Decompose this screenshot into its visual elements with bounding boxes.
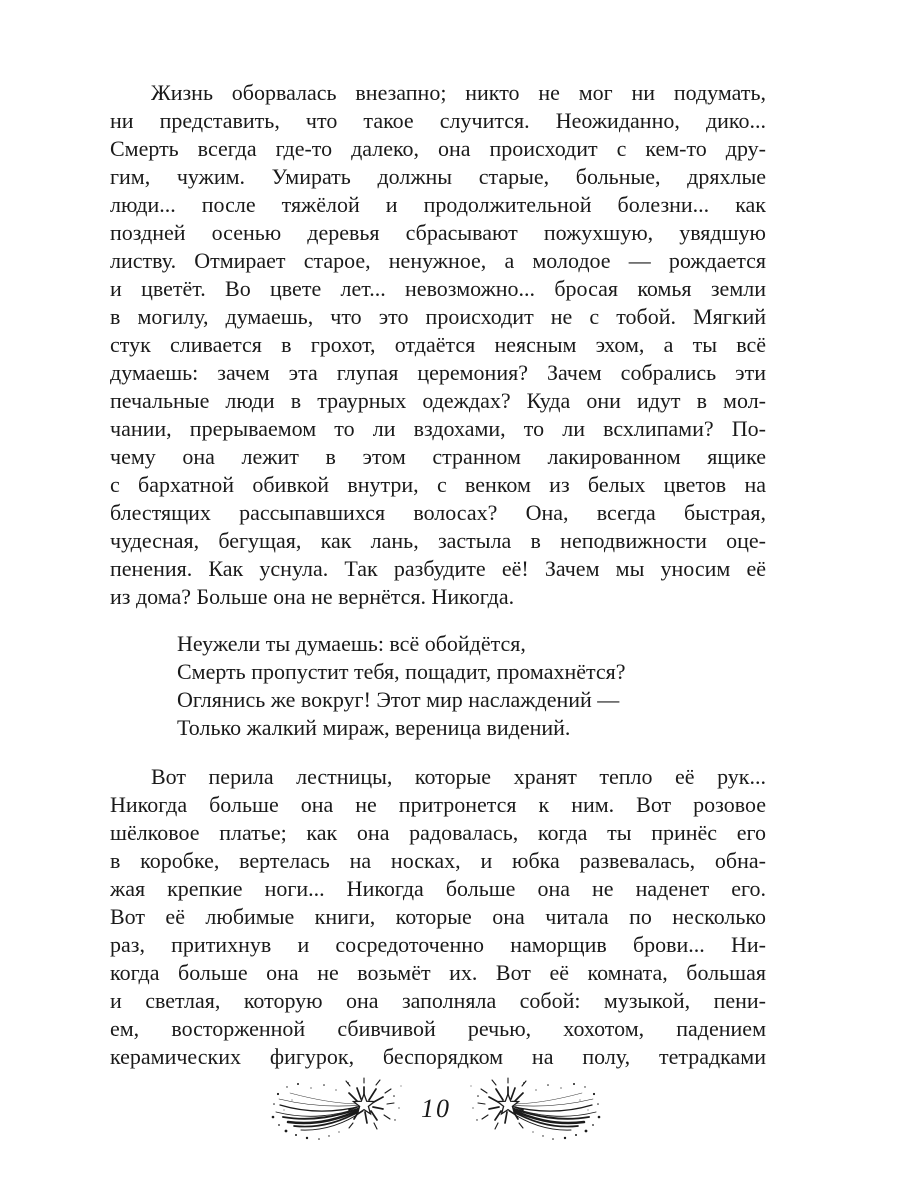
text-line: и цветёт. Во цвете лет... невозможно... бросая комья земли bbox=[110, 276, 766, 301]
text-line: листву. Отмирает старое, ненужное, а молодое — рождается bbox=[110, 248, 766, 273]
text-line: чему она лежит в этом странном лакированном ящике bbox=[110, 444, 766, 469]
comet-ornament-left-icon bbox=[270, 1074, 405, 1144]
text-line: когда больше она не возьмёт их. Вот её комната, большая bbox=[110, 960, 766, 985]
text-line: керамических фигурок, беспорядком на полу, тетрадками bbox=[110, 1044, 766, 1069]
text-line: шёлковое платье; как она радовалась, когда ты принёс его bbox=[110, 820, 766, 845]
text-line: блестящих рассыпавшихся волосах? Она, всегда быстрая, bbox=[110, 500, 766, 525]
text-line: Неужели ты думаешь: всё обойдётся, bbox=[177, 631, 526, 656]
text-line: Смерть пропустит тебя, пощадит, промахнётся? bbox=[177, 659, 626, 684]
text-line: жая крепкие ноги... Никогда больше она не наденет его. bbox=[110, 876, 766, 901]
text-line: Никогда больше она не притронется к ним. Вот розовое bbox=[110, 792, 766, 817]
comet-ornament-right-icon bbox=[467, 1074, 602, 1144]
page-footer bbox=[0, 1074, 886, 1144]
text-line: ем, восторженной сбивчивой речью, хохотом, падением bbox=[110, 1016, 766, 1041]
text-line: люди... после тяжёлой и продолжительной болезни... как bbox=[110, 192, 766, 217]
paragraph-1 bbox=[110, 79, 766, 611]
verse-quote bbox=[177, 630, 766, 742]
text-line: стук сливается в грохот, отдаётся неясным эхом, а ты всё bbox=[110, 332, 766, 357]
text-line: поздней осенью деревья сбрасывают пожухшую, увядшую bbox=[110, 220, 766, 245]
text-line: в могилу, думаешь, что это происходит не с тобой. Мягкий bbox=[110, 304, 766, 329]
text-line: печальные люди в траурных одеждах? Куда они идут в мол- bbox=[110, 388, 766, 413]
text-line: Вот её любимые книги, которые она читала по несколько bbox=[110, 904, 766, 929]
text-line: из дома? Больше она не вернётся. Никогда. bbox=[110, 584, 515, 609]
text-line: пенения. Как уснула. Так разбудите её! Зачем мы уносим её bbox=[110, 556, 766, 581]
text-line: в коробке, вертелась на носках, и юбка развевалась, обна- bbox=[110, 848, 766, 873]
page-number: 10 bbox=[421, 1094, 451, 1123]
text-line: и светлая, которую она заполняла собой: музыкой, пени- bbox=[110, 988, 766, 1013]
text-line: думаешь: зачем эта глупая церемония? Зачем собрались эти bbox=[110, 360, 766, 385]
paragraph-2 bbox=[110, 763, 766, 1071]
text-line: раз, притихнув и сосредоточенно наморщив брови... Ни- bbox=[110, 932, 766, 957]
text-line: ни представить, что такое случится. Неожиданно, дико... bbox=[110, 108, 766, 133]
text-line: Жизнь оборвалась внезапно; никто не мог ни подумать, bbox=[151, 80, 766, 105]
text-line: чании, прерываемом то ли вздохами, то ли всхлипами? По- bbox=[110, 416, 766, 441]
text-line: с бархатной обивкой внутри, с венком из белых цветов на bbox=[110, 472, 766, 497]
text-line: чудесная, бегущая, как лань, застыла в неподвижности оце- bbox=[110, 528, 766, 553]
text-line: Смерть всегда где-то далеко, она происходит с кем-то дру- bbox=[110, 136, 766, 161]
text-line: Оглянись же вокруг! Этот мир наслаждений — bbox=[177, 687, 620, 712]
page-text-block bbox=[110, 79, 766, 1071]
text-line: Только жалкий мираж, вереница видений. bbox=[177, 715, 571, 740]
text-line: Вот перила лестницы, которые хранят тепло её рук... bbox=[151, 764, 766, 789]
text-line: гим, чужим. Умирать должны старые, больные, дряхлые bbox=[110, 164, 766, 189]
